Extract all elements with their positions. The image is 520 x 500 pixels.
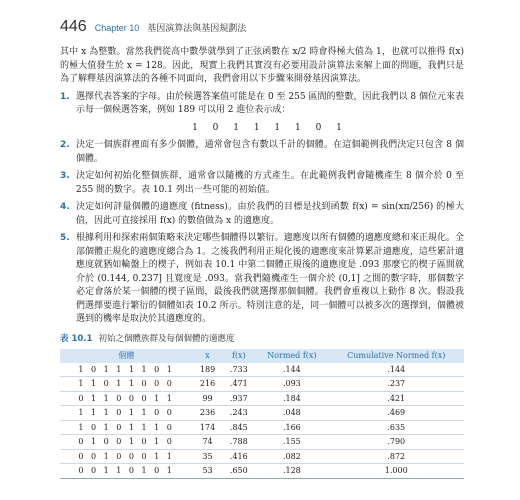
cell-individual: 0 0 1 1 0 1 0 1 [60, 464, 193, 479]
cell-x: 236 [193, 406, 223, 421]
step-item [60, 139, 464, 166]
table-row [60, 406, 464, 421]
cell-individual: 1 0 1 1 1 1 0 1 [60, 363, 193, 377]
cell-individual: 0 1 1 0 0 0 1 1 [60, 391, 193, 406]
table-row [60, 377, 464, 392]
table-row [60, 363, 464, 377]
cell-x: 216 [193, 377, 223, 392]
cell-individual: 1 0 1 0 1 1 1 0 [60, 420, 193, 435]
table-row [60, 391, 464, 406]
steps-list [60, 91, 464, 327]
step-text: 決定如何初始化整個族群，通常會以隨機的方式產生。在此範例我們會隨機產生 8 個介於 0 至 255 間的數字。表 10.1 列出一些可能的初始值。 [76, 171, 464, 195]
cell-normed: .144 [255, 363, 328, 377]
table-row [60, 449, 464, 464]
step-text: 選擇代表答案的字母。由於候選答案值可能是在 0 至 255 區間的整數，因此我們以 8 個位元來表示每一個候選答案，例如 189 可以用 2 進位表示成： [76, 91, 464, 115]
column-header-normed: Normed f(x) [255, 349, 328, 363]
cell-cumulative: .872 [328, 449, 464, 464]
table-row [60, 420, 464, 435]
step-number: 2. [60, 140, 70, 150]
cell-normed: .048 [255, 406, 328, 421]
step-text: 決定如何評量個體的適應度 (fitness)。由於我們的目標是找到函數 f(x) = sin(xπ/256) 的極大值，因此可直接採用 f(x) 的數值做為 x 的適應度。 [76, 202, 464, 226]
fitness-table [60, 349, 464, 479]
table-header-row [60, 349, 464, 363]
step-text: 根據利用和探索兩個策略來決定哪些個體得以繁衍。適應度以所有個體的適應度總和來正規化。全部個體正規化的適應度總合為 1。之後我們利用正規化後的適應度來計算累計適應度，這些累計適應度就猶如輪盤上的楔子，例如表 10.1 中第二個體正規後的適應度是 .093 那麼它的楔子區間就介於 (0.144, 0.237] 且寬度是 .093。當我們隨機產生一個介於 (0,1] 之間的數字時，那個數字必定會落於某一個體的楔子區間，最後我們就選擇那個個體。我們會重複以上動作 8 次。假設我們選擇要進行繁衍的個體如表 10.2 所示。特別注意的是，同一個體可以被多次的選擇到，個體被選到的機率是取決於其適應度的。 [76, 233, 464, 324]
chapter-label: Chapter 10 [94, 23, 140, 33]
chapter-title: 基因演算法與基因規劃法 [147, 24, 247, 34]
table-caption-text: 初始之個體族群及每個個體的適應度 [98, 333, 235, 344]
column-header-fx: f(x) [222, 349, 255, 363]
page-number: 446 [60, 18, 87, 35]
step-number: 3. [60, 171, 70, 181]
cell-normed: .184 [255, 391, 328, 406]
cell-individual: 0 0 1 0 0 0 1 1 [60, 449, 193, 464]
cell-fx: .416 [222, 449, 255, 464]
step-number: 4. [60, 202, 70, 212]
table-caption-label: 表 10.1 [60, 333, 93, 344]
cell-normed: .155 [255, 435, 328, 450]
cell-x: 35 [193, 449, 223, 464]
cell-x: 74 [193, 435, 223, 450]
cell-cumulative: .790 [328, 435, 464, 450]
cell-normed: .166 [255, 420, 328, 435]
cell-x: 174 [193, 420, 223, 435]
cell-cumulative: .144 [328, 363, 464, 377]
cell-cumulative: .469 [328, 406, 464, 421]
cell-normed: .082 [255, 449, 328, 464]
cell-fx: .650 [222, 464, 255, 479]
cell-x: 53 [193, 464, 223, 479]
column-header-individual: 個體 [60, 349, 193, 363]
cell-cumulative: .237 [328, 377, 464, 392]
page-header [60, 18, 246, 36]
column-header-cumulative: Cumulative Normed f(x) [328, 349, 464, 363]
cell-fx: .733 [222, 363, 255, 377]
cell-x: 99 [193, 391, 223, 406]
step-item [60, 170, 464, 197]
step-number: 5. [60, 233, 70, 243]
cell-x: 189 [193, 363, 223, 377]
cell-fx: .845 [222, 420, 255, 435]
page-body [60, 46, 464, 479]
intro-paragraph: 其中 x 為整數。當然我們從高中數學就學到了正弦函數在 x/2 時會得極大值為 1，也就可以推得 f(x) 的極大值發生於 x = 128。因此，現實上我們其實沒有必要用設計演算法來解上面的問題，我們只是為了解釋基因演算法的各種不同面向，我們會用以下步驟來開發基因演算法。 [60, 47, 464, 84]
cell-normed: .093 [255, 377, 328, 392]
column-header-x: x [193, 349, 223, 363]
cell-individual: 0 1 0 0 1 0 1 0 [60, 435, 193, 450]
step-item [60, 232, 464, 327]
table-row [60, 435, 464, 450]
table-caption [60, 333, 464, 347]
cell-fx: .788 [222, 435, 255, 450]
step-item [60, 91, 464, 136]
cell-normed: .128 [255, 464, 328, 479]
cell-fx: .937 [222, 391, 255, 406]
step-text: 決定一個族群裡面有多少個體，通常會包含有數以千計的個體。在這個範例我們決定只包含 8 個個體。 [76, 140, 464, 164]
example-bit-string: 1 0 1 1 1 1 0 1 [192, 122, 348, 133]
table-row [60, 464, 464, 479]
cell-individual: 1 1 1 0 1 1 0 0 [60, 406, 193, 421]
cell-cumulative: .635 [328, 420, 464, 435]
cell-fx: .471 [222, 377, 255, 392]
step-item [60, 201, 464, 228]
cell-cumulative: 1.000 [328, 464, 464, 479]
cell-cumulative: .421 [328, 391, 464, 406]
step-number: 1. [60, 91, 70, 102]
cell-fx: .243 [222, 406, 255, 421]
cell-individual: 1 1 0 1 1 0 0 0 [60, 377, 193, 392]
